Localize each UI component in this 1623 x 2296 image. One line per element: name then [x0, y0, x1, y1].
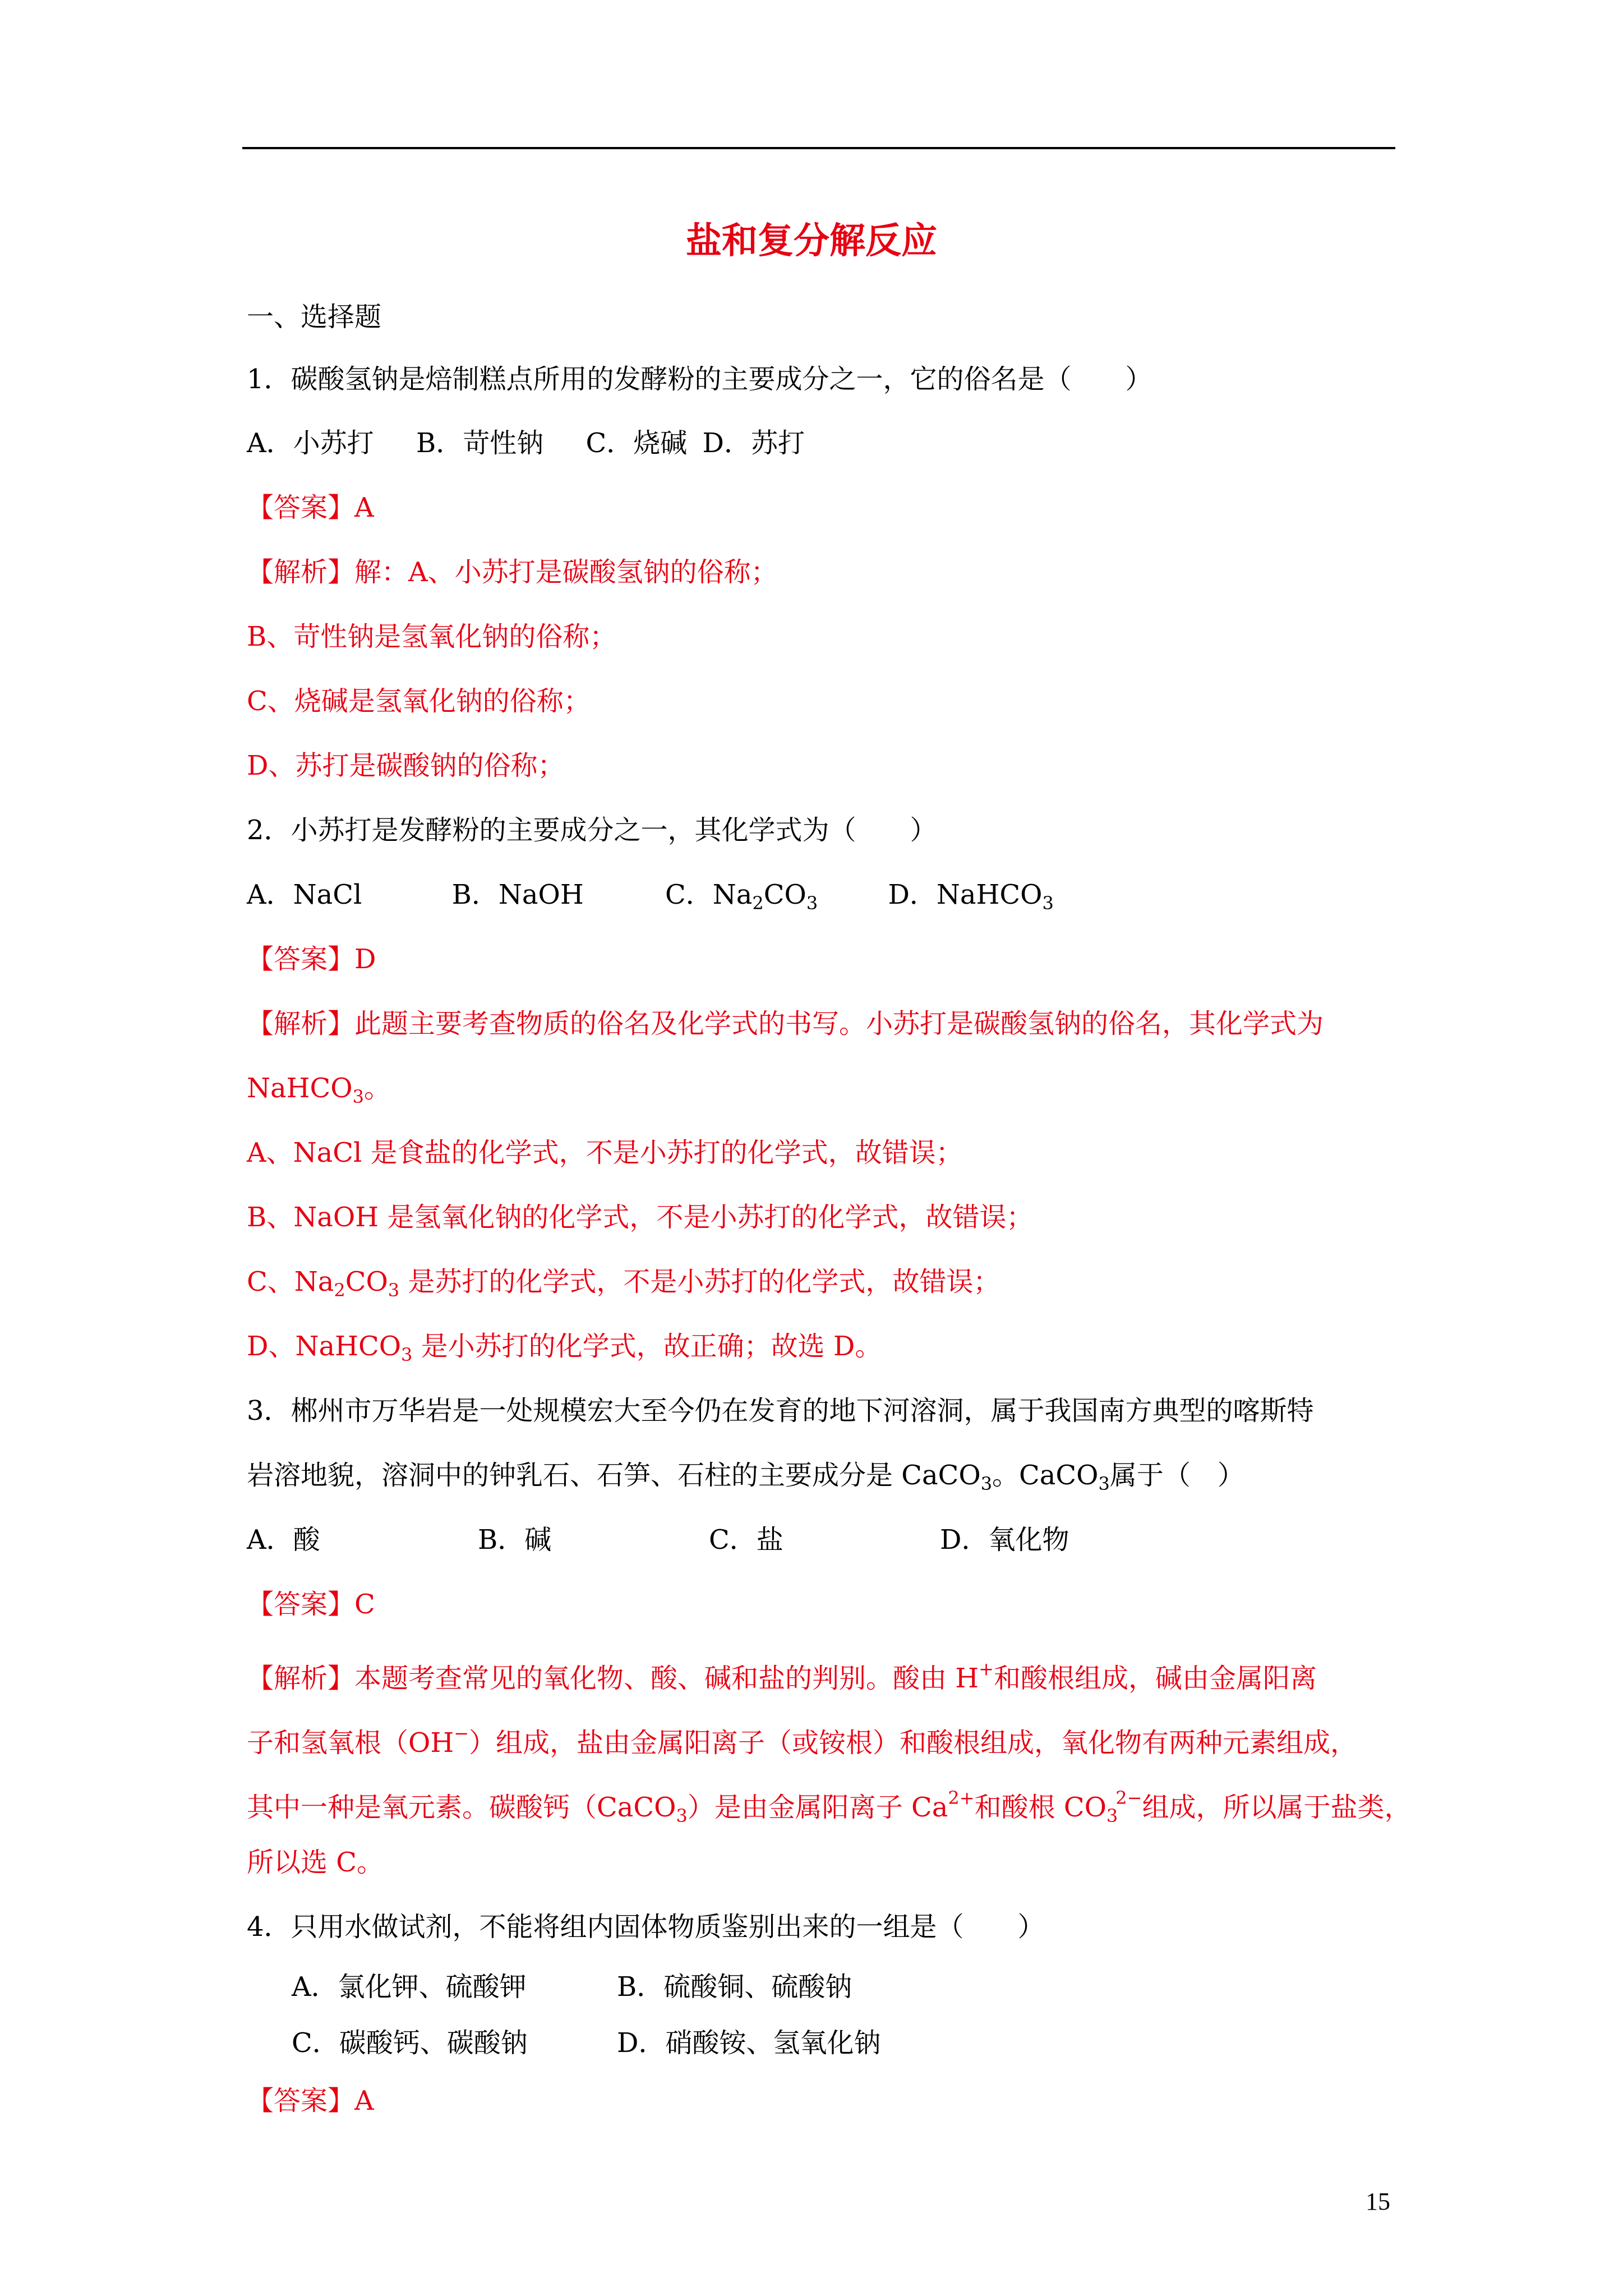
q1-option-b: B．苛性钠 [416, 427, 544, 459]
q2-option-c: C．$Na_2CO_3$ [665, 879, 818, 914]
q3-stem-1: 3．郴州市万华岩是一处规模宏大至今仍在发育的地下河溶洞，属于我国南方典型的喀斯特 [247, 1395, 1314, 1427]
q3-option-d: D．氧化物 [940, 1524, 1069, 1556]
q4-options-row-1 [292, 1967, 852, 2007]
q1-option-c: C．烧碱 [585, 427, 688, 459]
analysis-text: 解：A、小苏打是碳酸氢钠的俗称； [354, 556, 778, 588]
q3-option-b: B．碱 [478, 1524, 552, 1556]
q2-option-d: D．NaHCO$_3$ [888, 879, 1054, 914]
q3-analysis-3: 其中一种是氧元素。碳酸钙（CaCO$_3$）是由金属阳离子 $Ca^{2+}$和酸根 $CO_3^{2-}$组成，所以属于盐类， [247, 1787, 1412, 1826]
q3-option-a: A．酸 [247, 1524, 320, 1556]
q4-options-row-2 [292, 2023, 881, 2063]
q1-answer: 【答案】A [247, 492, 374, 523]
q3-options [247, 1520, 1069, 1559]
q4-option-b: B．硫酸铜、硫酸钠 [617, 1971, 852, 2003]
q3-option-c: C．盐 [709, 1524, 783, 1556]
q2-analysis-b: B、NaOH 是氢氧化钠的化学式，不是小苏打的化学式，故错误； [247, 1202, 1034, 1233]
q2-analysis-a: A、NaCl 是食盐的化学式，不是小苏打的化学式，故错误； [247, 1137, 963, 1168]
q1-analysis-4: D、苏打是碳酸钠的俗称； [247, 750, 565, 781]
q4-option-a: A．氯化钾、硫酸钾 [292, 1971, 527, 2003]
q3-stem-2: 岩溶地貌，溶洞中的钟乳石、石笋、石柱的主要成分是 CaCO$_3$。CaCO$_3$属于（ ） [247, 1460, 1244, 1494]
q2-analysis-2: NaHCO$_3$。 [247, 1073, 391, 1107]
q2-analysis-d: D、NaHCO$_3$ 是小苏打的化学式，故正确；故选 D。 [247, 1331, 882, 1365]
page-number: 15 [1366, 2188, 1390, 2215]
q3-analysis-1: 【解析】本题考查常见的氧化物、酸、碱和盐的判别。酸由 H+和酸根组成，碱由金属阳离 [247, 1658, 1317, 1694]
q2-answer: 【答案】D [247, 944, 376, 975]
page-title: 盐和复分解反应 [686, 220, 937, 262]
q4-option-d: D．硝酸铵、氢氧化钠 [617, 2027, 881, 2059]
q2-option-b: B．NaOH [451, 879, 584, 910]
q2-stem: 2．小苏打是发酵粉的主要成分之一，其化学式为（ ） [247, 815, 937, 846]
q1-analysis-2: B、苛性钠是氢氧化钠的俗称； [247, 621, 617, 652]
q3-analysis-2: 子和氢氧根（OH−）组成，盐由金属阳离子（或铵根）和酸根组成，氧化物有两种元素组成， [247, 1723, 1358, 1759]
q1-option-a: A．小苏打 [247, 427, 374, 459]
q4-option-c: C．碳酸钙、碳酸钠 [292, 2027, 528, 2059]
q1-options [247, 424, 805, 463]
q3-analysis-4: 所以选 C。 [247, 1847, 384, 1878]
q1-analysis-3: C、烧碱是氢氧化钠的俗称； [247, 685, 591, 717]
q2-analysis-c: C、$Na_2CO_3$ 是苏打的化学式，不是小苏打的化学式，故错误； [247, 1266, 1000, 1301]
q4-stem: 4．只用水做试剂，不能将组内固体物质鉴别出来的一组是（ ） [247, 1911, 1045, 1943]
q1-option-d: D．苏打 [702, 427, 805, 459]
analysis-label: 【解析】 [247, 556, 355, 588]
q2-analysis-1: 【解析】此题主要考查物质的俗名及化学式的书写。小苏打是碳酸氢钠的俗名，其化学式为 [247, 1008, 1324, 1039]
q2-options [247, 875, 1054, 923]
q4-answer: 【答案】A [247, 2085, 374, 2116]
section-heading: 一、选择题 [247, 301, 382, 333]
q1-analysis-1 [247, 553, 778, 592]
header-rule [242, 147, 1395, 149]
q1-stem: 1．碳酸氢钠是焙制糕点所用的发酵粉的主要成分之一，它的俗名是（ ） [247, 364, 1152, 395]
q3-answer: 【答案】C [247, 1589, 375, 1620]
q2-option-a: A．NaCl [247, 879, 362, 910]
